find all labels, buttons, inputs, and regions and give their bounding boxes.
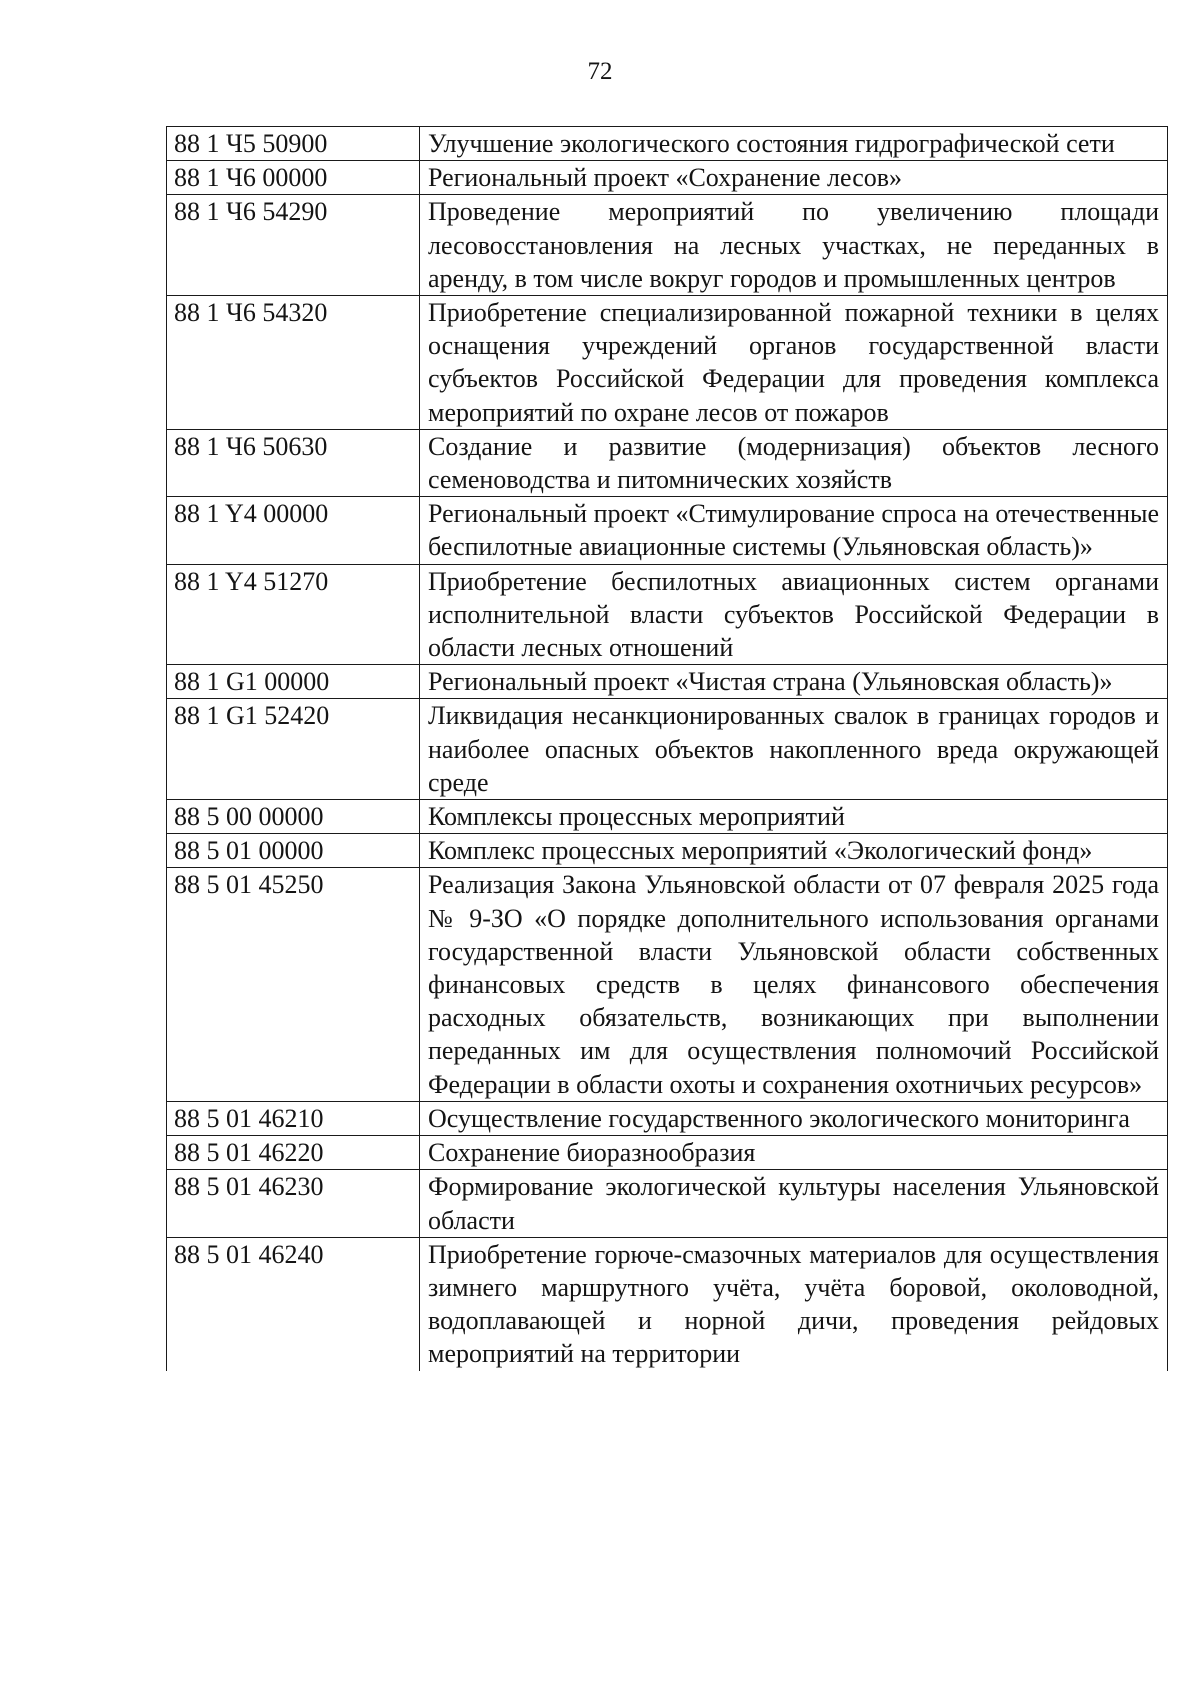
row-code-cell: 88 1 Y4 51270 [167, 564, 420, 665]
table-row [167, 195, 1168, 296]
table-row [167, 1101, 1168, 1135]
row-description-cell: Создание и развитие (модернизация) объектов лесного семеноводства и питомнических хозяйств [420, 429, 1168, 496]
table-row [167, 800, 1168, 834]
row-code-cell: 88 5 01 46240 [167, 1237, 420, 1370]
row-code-cell: 88 5 01 45250 [167, 868, 420, 1101]
row-code-cell: 88 5 01 46210 [167, 1101, 420, 1135]
row-description-cell: Региональный проект «Чистая страна (Ульяновская область)» [420, 665, 1168, 699]
table-row [167, 834, 1168, 868]
table-row [167, 1237, 1168, 1370]
row-description-cell: Приобретение горюче-смазочных материалов для осуществления зимнего маршрутного учёта, учёта боровой, околоводной, водоплавающей и норной дичи, проведения рейдовых мероприятий на территории [420, 1237, 1168, 1370]
row-description-cell: Улучшение экологического состояния гидрографической сети [420, 127, 1168, 161]
row-description-cell: Формирование экологической культуры населения Ульяновской области [420, 1170, 1168, 1237]
table-row [167, 497, 1168, 564]
table-row [167, 161, 1168, 195]
row-code-cell: 88 5 01 00000 [167, 834, 420, 868]
row-description-cell: Комплексы процессных мероприятий [420, 800, 1168, 834]
row-description-cell: Ликвидация несанкционированных свалок в границах городов и наиболее опасных объектов накопленного вреда окружающей среде [420, 699, 1168, 800]
row-description-cell: Региональный проект «Стимулирование спроса на отечественные беспилотные авиационные системы (Ульяновская область)» [420, 497, 1168, 564]
row-code-cell: 88 1 Ч6 54290 [167, 195, 420, 296]
row-code-cell: 88 1 Ч6 50630 [167, 429, 420, 496]
table-row [167, 1136, 1168, 1170]
row-description-cell: Реализация Закона Ульяновской области от 07 февраля 2025 года № 9-ЗО «О порядке дополнительного использования органами государственной власти Ульяновской области собственных финансовых средств в целях финансового обеспечения расходных обязательств, возникающих при выполнении переданных им для осуществления полномочий Российской Федерации в области охоты и сохранения охотничьих ресурсов» [420, 868, 1168, 1101]
row-code-cell: 88 1 Y4 00000 [167, 497, 420, 564]
row-code-cell: 88 1 Ч5 50900 [167, 127, 420, 161]
row-description-cell: Осуществление государственного экологического мониторинга [420, 1101, 1168, 1135]
row-description-cell: Проведение мероприятий по увеличению площади лесовосстановления на лесных участках, не переданных в аренду, в том числе вокруг городов и промышленных центров [420, 195, 1168, 296]
page-number: 72 [587, 58, 613, 85]
table-row [167, 296, 1168, 430]
row-code-cell: 88 1 G1 52420 [167, 699, 420, 800]
table-row [167, 868, 1168, 1101]
budget-classification-table [166, 126, 1168, 1371]
row-description-cell: Приобретение специализированной пожарной техники в целях оснащения учреждений органов государственной власти субъектов Российской Федерации для проведения комплекса мероприятий по охране лесов от пожаров [420, 296, 1168, 430]
row-code-cell: 88 1 G1 00000 [167, 665, 420, 699]
row-code-cell: 88 5 00 00000 [167, 800, 420, 834]
row-description-cell: Сохранение биоразнообразия [420, 1136, 1168, 1170]
table-row [167, 564, 1168, 665]
row-description-cell: Региональный проект «Сохранение лесов» [420, 161, 1168, 195]
table-row [167, 699, 1168, 800]
row-code-cell: 88 5 01 46230 [167, 1170, 420, 1237]
table-row [167, 429, 1168, 496]
row-code-cell: 88 5 01 46220 [167, 1136, 420, 1170]
row-code-cell: 88 1 Ч6 00000 [167, 161, 420, 195]
row-description-cell: Приобретение беспилотных авиационных систем органами исполнительной власти субъектов Российской Федерации в области лесных отношений [420, 564, 1168, 665]
table-row [167, 127, 1168, 161]
table-row [167, 665, 1168, 699]
row-description-cell: Комплекс процессных мероприятий «Экологический фонд» [420, 834, 1168, 868]
table-body [167, 127, 1168, 1371]
row-code-cell: 88 1 Ч6 54320 [167, 296, 420, 430]
table-row [167, 1170, 1168, 1237]
